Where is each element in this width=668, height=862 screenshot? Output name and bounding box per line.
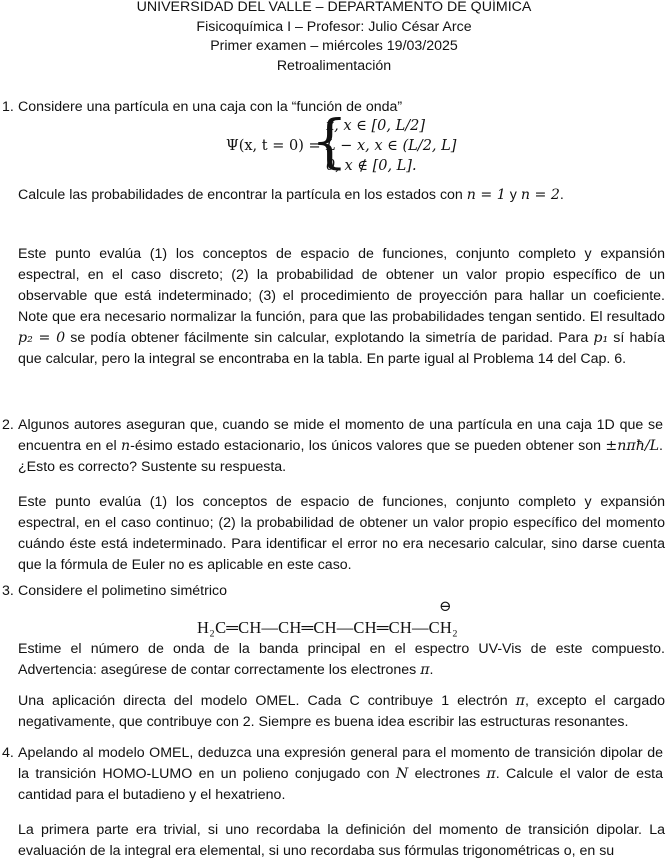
momentum-values: ±nπħ/L [605,438,660,454]
piecewise-case-1: x, x ∈ [0, L/2] [326,118,426,134]
feedback-text: sí había que calcular, pero la integral se encontraba en la tabla. En parte igual al Problema 14 del Cap. 6. [18,330,665,367]
state-n2: n = 2 [520,187,560,203]
question-text: Algunos autores aseguran que, cuando se mide el momento de una partícula en una caja 1D que se encuentra en el [18,417,663,454]
feedback-4: La primera parte era trivial, si uno recordaba la definición del momento de transición dipolar. La evaluación de la integral era elemental, si uno recordaba sus fórmulas trigonométricas o, en su [18,822,665,859]
feedback-2: Este punto evalúa (1) los conceptos de espacio de funciones, conjunto completo y expansión espectral, en el caso continuo; (2) la probabilidad de obtener un valor propio específico del momento cuándo éste está indeterminado. Para identificar el error no era necesario calcular, sino darse cuenta que la fórmula de Euler no es aplicable en este caso. [18,494,665,573]
question-text: . ¿Esto es correcto? Sustente su respuesta. [18,438,663,475]
state-n1: n = 1 [466,187,506,203]
math-N: N [395,766,409,782]
question-number: 4. [2,745,14,761]
question-number: 1. [2,99,14,115]
math-p1: p₁ [593,330,609,346]
question-text: Considere una partícula en una caja con la “función de onda” [18,99,403,115]
question-4 [2,743,663,806]
question-2 [2,415,663,478]
piecewise-case-3: 0, x ∉ [0, L]. [326,158,417,174]
question-text: electrones [408,766,487,782]
question-text: Estime el número de onda de la banda principal en el espectro UV-Vis de este compuesto. Advertencia: asegúrese de contar correctamente los electrones [18,641,665,678]
task-text: Calcule las probabilidades de encontrar la partícula en los estados con [18,187,467,203]
wavefunction-lhs: Ψ(x, t = 0) = [226,138,321,154]
math-pi: π [486,766,496,782]
math-pi: π [515,693,525,709]
question-1-task [18,185,663,206]
feedback-1 [18,244,665,370]
question-3-task [18,639,665,681]
feedback-text: Una aplicación directa del modelo OMEL. Cada C contribuye 1 electrón [18,693,516,709]
header-university: UNIVERSIDAD DEL VALLE – DEPARTAMENTO DE QUÍMICA [136,0,532,15]
question-number: 3. [2,583,14,599]
feedback-text: , excepto el cargado negativamente, que contribuye con 2. Siempre es buena idea escribir las estructuras resonantes. [18,693,665,730]
question-number: 2. [2,417,14,433]
task-text-end: . [559,187,564,203]
piecewise-brace: { [311,107,348,175]
negative-charge-symbol: ⊖ [439,599,452,615]
task-text-and: y [505,187,521,203]
question-text: . Calcule el valor de esta cantidad para el butadieno y el hexatrieno. [18,766,663,803]
feedback-3 [18,691,665,733]
feedback-text: se podía obtener fácilmente sin calcular, explotando la simetría de paridad. Para [65,330,594,346]
polymethine-formula: H₂C═CH—CH═CH—CH═CH—CH₂ [197,618,458,637]
question-text: Considere el polimetino simétrico [18,583,227,599]
document-header [0,0,668,76]
question-text: -ésimo estado estacionario, los únicos valores que se pueden obtener son [130,438,606,454]
header-course: Fisicoquímica I – Profesor: Julio César Arce [196,18,472,35]
question-text-end: . [429,662,434,678]
question-text: Apelando al modelo OMEL, deduzca una expresión general para el momento de transición dipolar de la transición HOMO-LUMO en un polieno conjugado con [18,745,663,782]
header-feedback: Retroalimentación [276,57,392,74]
feedback-text: Este punto evalúa (1) los conceptos de espacio de funciones, conjunto completo y expansión espectral, en el caso discreto; (2) la probabilidad de obtener un valor propio específico de un observable que está indeterminado; (3) el procedimiento de proyección para hallar un coeficiente. Note que era necesario normalizar la función, para que las probabilidades tengan sentido. El resultado [18,246,665,325]
math-p2: p₂ = 0 [18,330,66,346]
question-3 [2,581,663,602]
header-exam: Primer examen – miércoles 19/03/2025 [210,38,458,54]
math-n: n [120,438,131,454]
piecewise-case-2: L − x, x ∈ (L/2, L] [326,138,457,154]
math-pi: π [420,662,430,678]
